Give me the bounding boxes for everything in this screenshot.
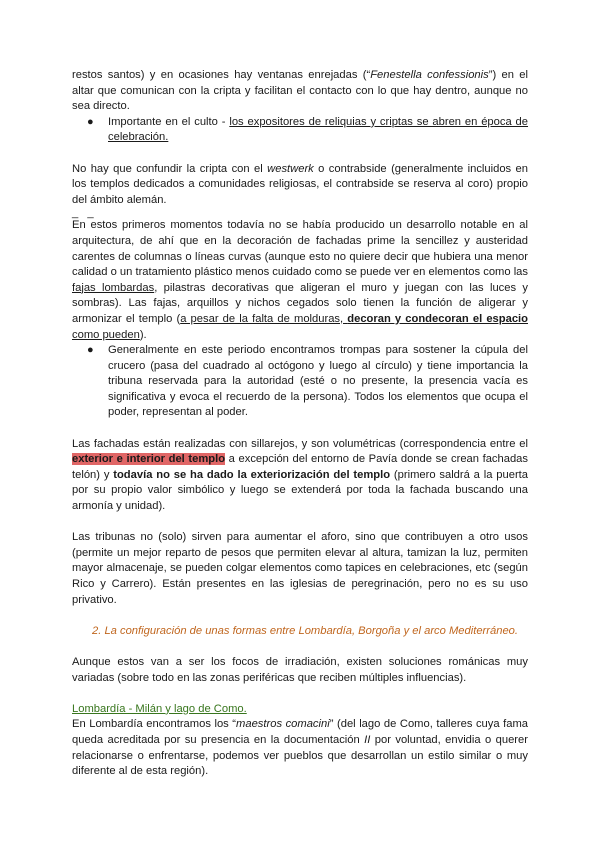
bullet-list-culto <box>72 115 528 146</box>
bullet-icon: ● <box>87 115 94 128</box>
paragraph-maestros-comacini: En Lombardía encontramos los “maestros comacini” (del lago de Como, talleres cuya fama queda acreditada por su presencia en la documentación II por voluntad, envidia o querer relacionarse o enfrentarse, podemos ver pueblos que desarrollan un estilo similar o muy diferente al de esta región). <box>72 718 528 778</box>
list-item: ● Generalmente en este periodo encontramos trompas para sostener la cúpula del crucero (pasa del cuadrado al octógono y luego al círculo) y tiene importancia la tribuna reservada para la autoridad (esté o no presente, la presencia vacía es significativa y evoca el recuerdo de la persona). Todos los elementos que ocupa el poder, representan al poder. <box>87 344 528 419</box>
paragraph-tribunas: Las tribunas no (solo) sirven para aumentar el aforo, sino que contribuyen a otro usos (permite un mejor reparto de pesos que permiten elevar al altura, tamizan la luz, permiten mayor almacenaje, se pueden colgar elementos como tapices en celebraciones, etc (según Rico y Carrero). Están presentes en las iglesias de peregrinación, pero no es su uso privativo. <box>72 531 528 606</box>
highlighted-text: exterior e interior del templo <box>72 453 226 466</box>
list-item: ● Importante en el culto - los expositores de reliquias y criptas se abren en época de celebración. <box>87 115 529 144</box>
paragraph-fachadas-decoracion: En estos primeros momentos todavía no se había producido un desarrollo notable en al arquitectura, de ahí que en la decoración de fachadas prime la sencillez y austeridad carentes de columnas o líneas curvas (aunque esto no quiere decir que hubiera una menor calidad o un tratamiento plástico menos cuidado como se puede ver en elementos como las fajas lombardas, pilastras decorativas que aligeran el muro y juegan con las luces y sombras). Las fajas, arquillos y nichos cegados solo tienen la función de aligerar y armonizar el templo (a pesar de la falta de molduras, decoran y condecoran el espacio como pueden). <box>72 219 528 341</box>
paragraph-focos: Aunque estos van a ser los focos de irradiación, existen soluciones románicas muy variadas (sobre todo en las zonas periféricas que reciben múltiples influencias). <box>72 655 528 684</box>
subheading-lombardia: Lombardía - Milán y lago de Como. <box>72 702 247 715</box>
section-heading-2: 2. La configuración de unas formas entre Lombardía, Borgoña y el arco Mediterráneo. <box>92 624 518 637</box>
paragraph-westwerk: No hay que confundir la cripta con el westwerk o contrabside (generalmente incluidos en los templos dedicados a comunidades religiosas, el contrabside se reserva al coro) propio del ámbito alemán. <box>72 162 529 206</box>
bullet-icon: ● <box>87 344 94 357</box>
paragraph-fachadas-sillarejos: Las fachadas están realizadas con sillarejos, y son volumétricas (correspondencia entre el exterior e interior del templo a excepción del entorno de Pavía donde se crean fachadas telón) y todavía no se ha dado la exteriorización del templo (primero saldrá a la puerta por su propio valor simbólico y luego se extenderá por toda la fachada buscando una armonía y unidad). <box>72 437 528 513</box>
dash-separator: _ _ <box>72 207 97 220</box>
paragraph-fenestella: restos santos) y en ocasiones hay ventanas enrejadas (“Fenestella confessionis”) en el altar que comunican con la cripta y facilitan el contacto con lo que hay dentro, aunque no sea directo. <box>72 69 528 113</box>
bullet-list-trompas <box>72 343 528 421</box>
